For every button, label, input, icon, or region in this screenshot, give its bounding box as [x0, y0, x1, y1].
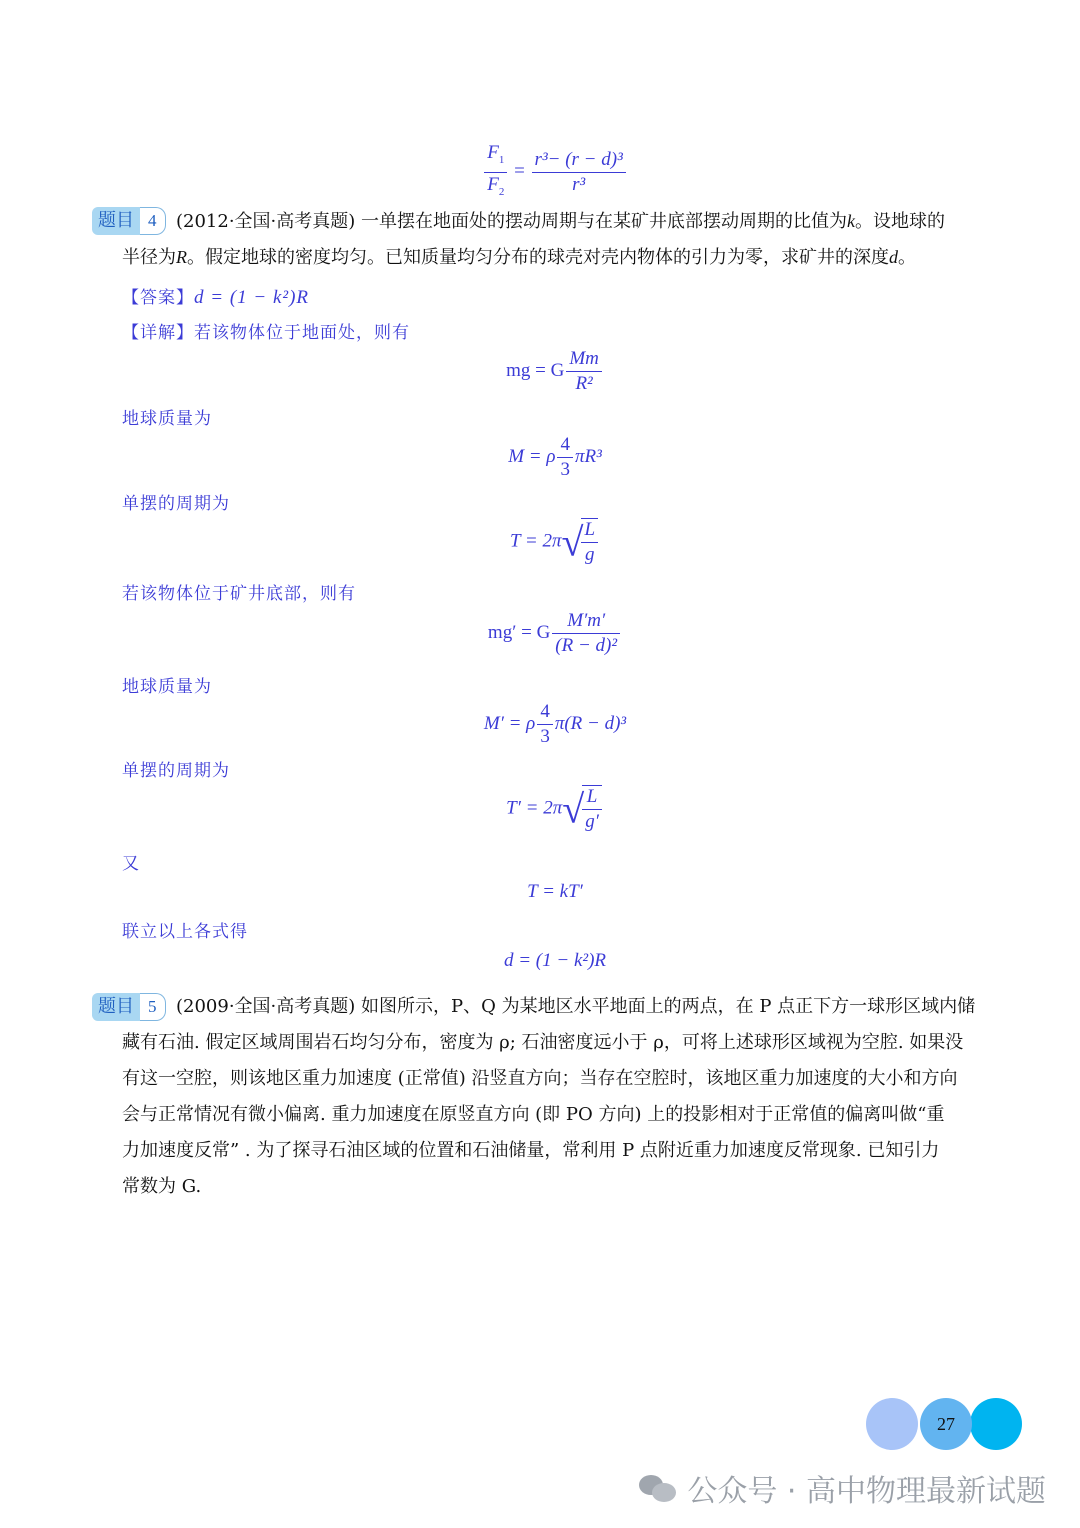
- decor-circle-right: [970, 1398, 1022, 1450]
- equation-4: [0, 610, 1080, 657]
- eq-text: 4: [537, 701, 553, 725]
- detail-line: [122, 318, 410, 343]
- eq-text: r³: [572, 173, 586, 195]
- eq-text: (R − d)²: [555, 635, 618, 656]
- equation-8: d = (1 − k²)R: [503, 950, 607, 971]
- step-text-5: 单摆的周期为: [122, 761, 230, 781]
- badge-number: 5: [140, 993, 166, 1021]
- answer-line: [122, 283, 309, 309]
- eq-text: 3: [540, 726, 550, 747]
- eq-text: M = ρ: [508, 445, 556, 467]
- sqrt-symbol: √ $\frac{L}{g'}$: [562, 785, 604, 833]
- equation-force-ratio: $\frac{F_1}{F_2}$ = $\frac{\text{r³− (r − d)³}}{\text{r³}}$: [0, 142, 1080, 203]
- step-text-4: 地球质量为: [122, 677, 212, 697]
- eq-text: πR³: [574, 445, 602, 467]
- eq-text: r³− (r − d)³: [532, 149, 626, 173]
- step-text-7: 联立以上各式得: [122, 922, 248, 942]
- eq-text: g′: [585, 811, 599, 832]
- question-var: d: [889, 247, 898, 267]
- equation-3: [0, 518, 1080, 566]
- question-text: 。假定地球的密度均匀。已知质量均匀分布的球壳对壳内物体的引力为零，求矿井的深度: [187, 247, 889, 268]
- detail-label: 【详解】: [122, 323, 194, 343]
- sqrt-symbol: √ $\frac{L}{g}$: [562, 518, 601, 566]
- step-text-1: 地球质量为: [122, 409, 212, 429]
- eq-text: Mm: [566, 348, 602, 372]
- equation-7: T = kT′: [527, 881, 583, 902]
- eq-text: 3: [560, 459, 570, 480]
- question-5-line4: 会与正常情况有微小偏离. 重力加速度在原竖直方向 (即 PO 方向) 上的投影相对于正常值的偏离叫做“重: [122, 1104, 945, 1125]
- question-5-line2: 藏有石油. 假定区域周围岩石均匀分布，密度为 ρ; 石油密度远小于 ρ，可将上述球形区域视为空腔. 如果没: [122, 1032, 964, 1053]
- question-4-line1: [176, 203, 996, 240]
- eq-text: R²: [575, 373, 593, 394]
- page-number: [920, 1398, 972, 1450]
- eq-text: g: [585, 544, 595, 565]
- answer-label: 【答案】: [122, 288, 194, 308]
- question-text: (2012·全国·高考真题) 一单摆在地面处的摆动周期与在某矿井底部摆动周期的比值为: [176, 211, 848, 232]
- eq-text: mg′ = G: [487, 621, 551, 643]
- question-var: k: [847, 211, 856, 231]
- question-text: 。设地球的: [855, 211, 946, 232]
- question-4-line2: [122, 239, 987, 276]
- eq-text: T′ = 2π: [506, 797, 563, 819]
- question-5-line3: 有这一空腔，则该地区重力加速度 (正常值) 沿竖直方向；当存在空腔时，该地区重力加速度的大小和方向: [122, 1068, 958, 1089]
- equation-6: [0, 785, 1080, 833]
- equation-5: [0, 701, 1080, 748]
- eq-text: L: [581, 519, 598, 543]
- eq-text: T = 2π: [509, 530, 562, 552]
- equation-1: [0, 348, 1080, 395]
- question-text: 半径为: [122, 247, 176, 268]
- badge-label: 题目: [92, 993, 140, 1021]
- question-5-line6: 常数为 G.: [122, 1176, 202, 1197]
- eq-text: M′m′: [552, 610, 620, 634]
- eq-text: F: [487, 142, 499, 163]
- step-text-2: 单摆的周期为: [122, 494, 230, 514]
- question-4-badge: [92, 207, 166, 235]
- badge-number: 4: [140, 207, 166, 235]
- question-5-badge: [92, 993, 166, 1021]
- step-text-6: 又: [122, 854, 140, 874]
- watermark: [639, 1466, 1046, 1510]
- eq-text: M′ = ρ: [483, 712, 536, 734]
- eq-text: F: [487, 173, 499, 195]
- answer-value: d = (1 − k²)R: [194, 287, 310, 308]
- watermark-text: 公众号 · 高中物理最新试题: [687, 1474, 1046, 1509]
- question-text: 。: [898, 247, 916, 268]
- decor-circle-left: [866, 1398, 918, 1450]
- eq-text: L: [582, 786, 602, 810]
- wechat-icon: [639, 1473, 677, 1503]
- page-number-text: 27: [937, 1413, 955, 1434]
- question-5-line1: (2009·全国·高考真题) 如图所示，P、Q 为某地区水平地面上的两点，在 P 点正下方一球形区域内储: [176, 996, 976, 1017]
- question-var: R: [176, 247, 187, 267]
- eq-text: 4: [557, 434, 573, 458]
- fraction-f1-f2: [484, 142, 507, 203]
- eq-text: 1: [498, 153, 505, 166]
- badge-label: 题目: [92, 207, 140, 235]
- detail-text: 若该物体位于地面处，则有: [194, 323, 410, 343]
- eq-text: mg = G: [506, 359, 565, 381]
- question-5-line5: 力加速度反常” . 为了探寻石油区域的位置和石油储量，常利用 P 点附近重力加速度反常现象. 已知引力: [122, 1140, 940, 1161]
- eq-text: π(R − d)³: [554, 712, 627, 734]
- fraction-r: [532, 149, 626, 196]
- equation-2: [0, 434, 1080, 481]
- eq-text: 2: [498, 185, 505, 198]
- step-text-3: 若该物体位于矿井底部，则有: [122, 584, 356, 604]
